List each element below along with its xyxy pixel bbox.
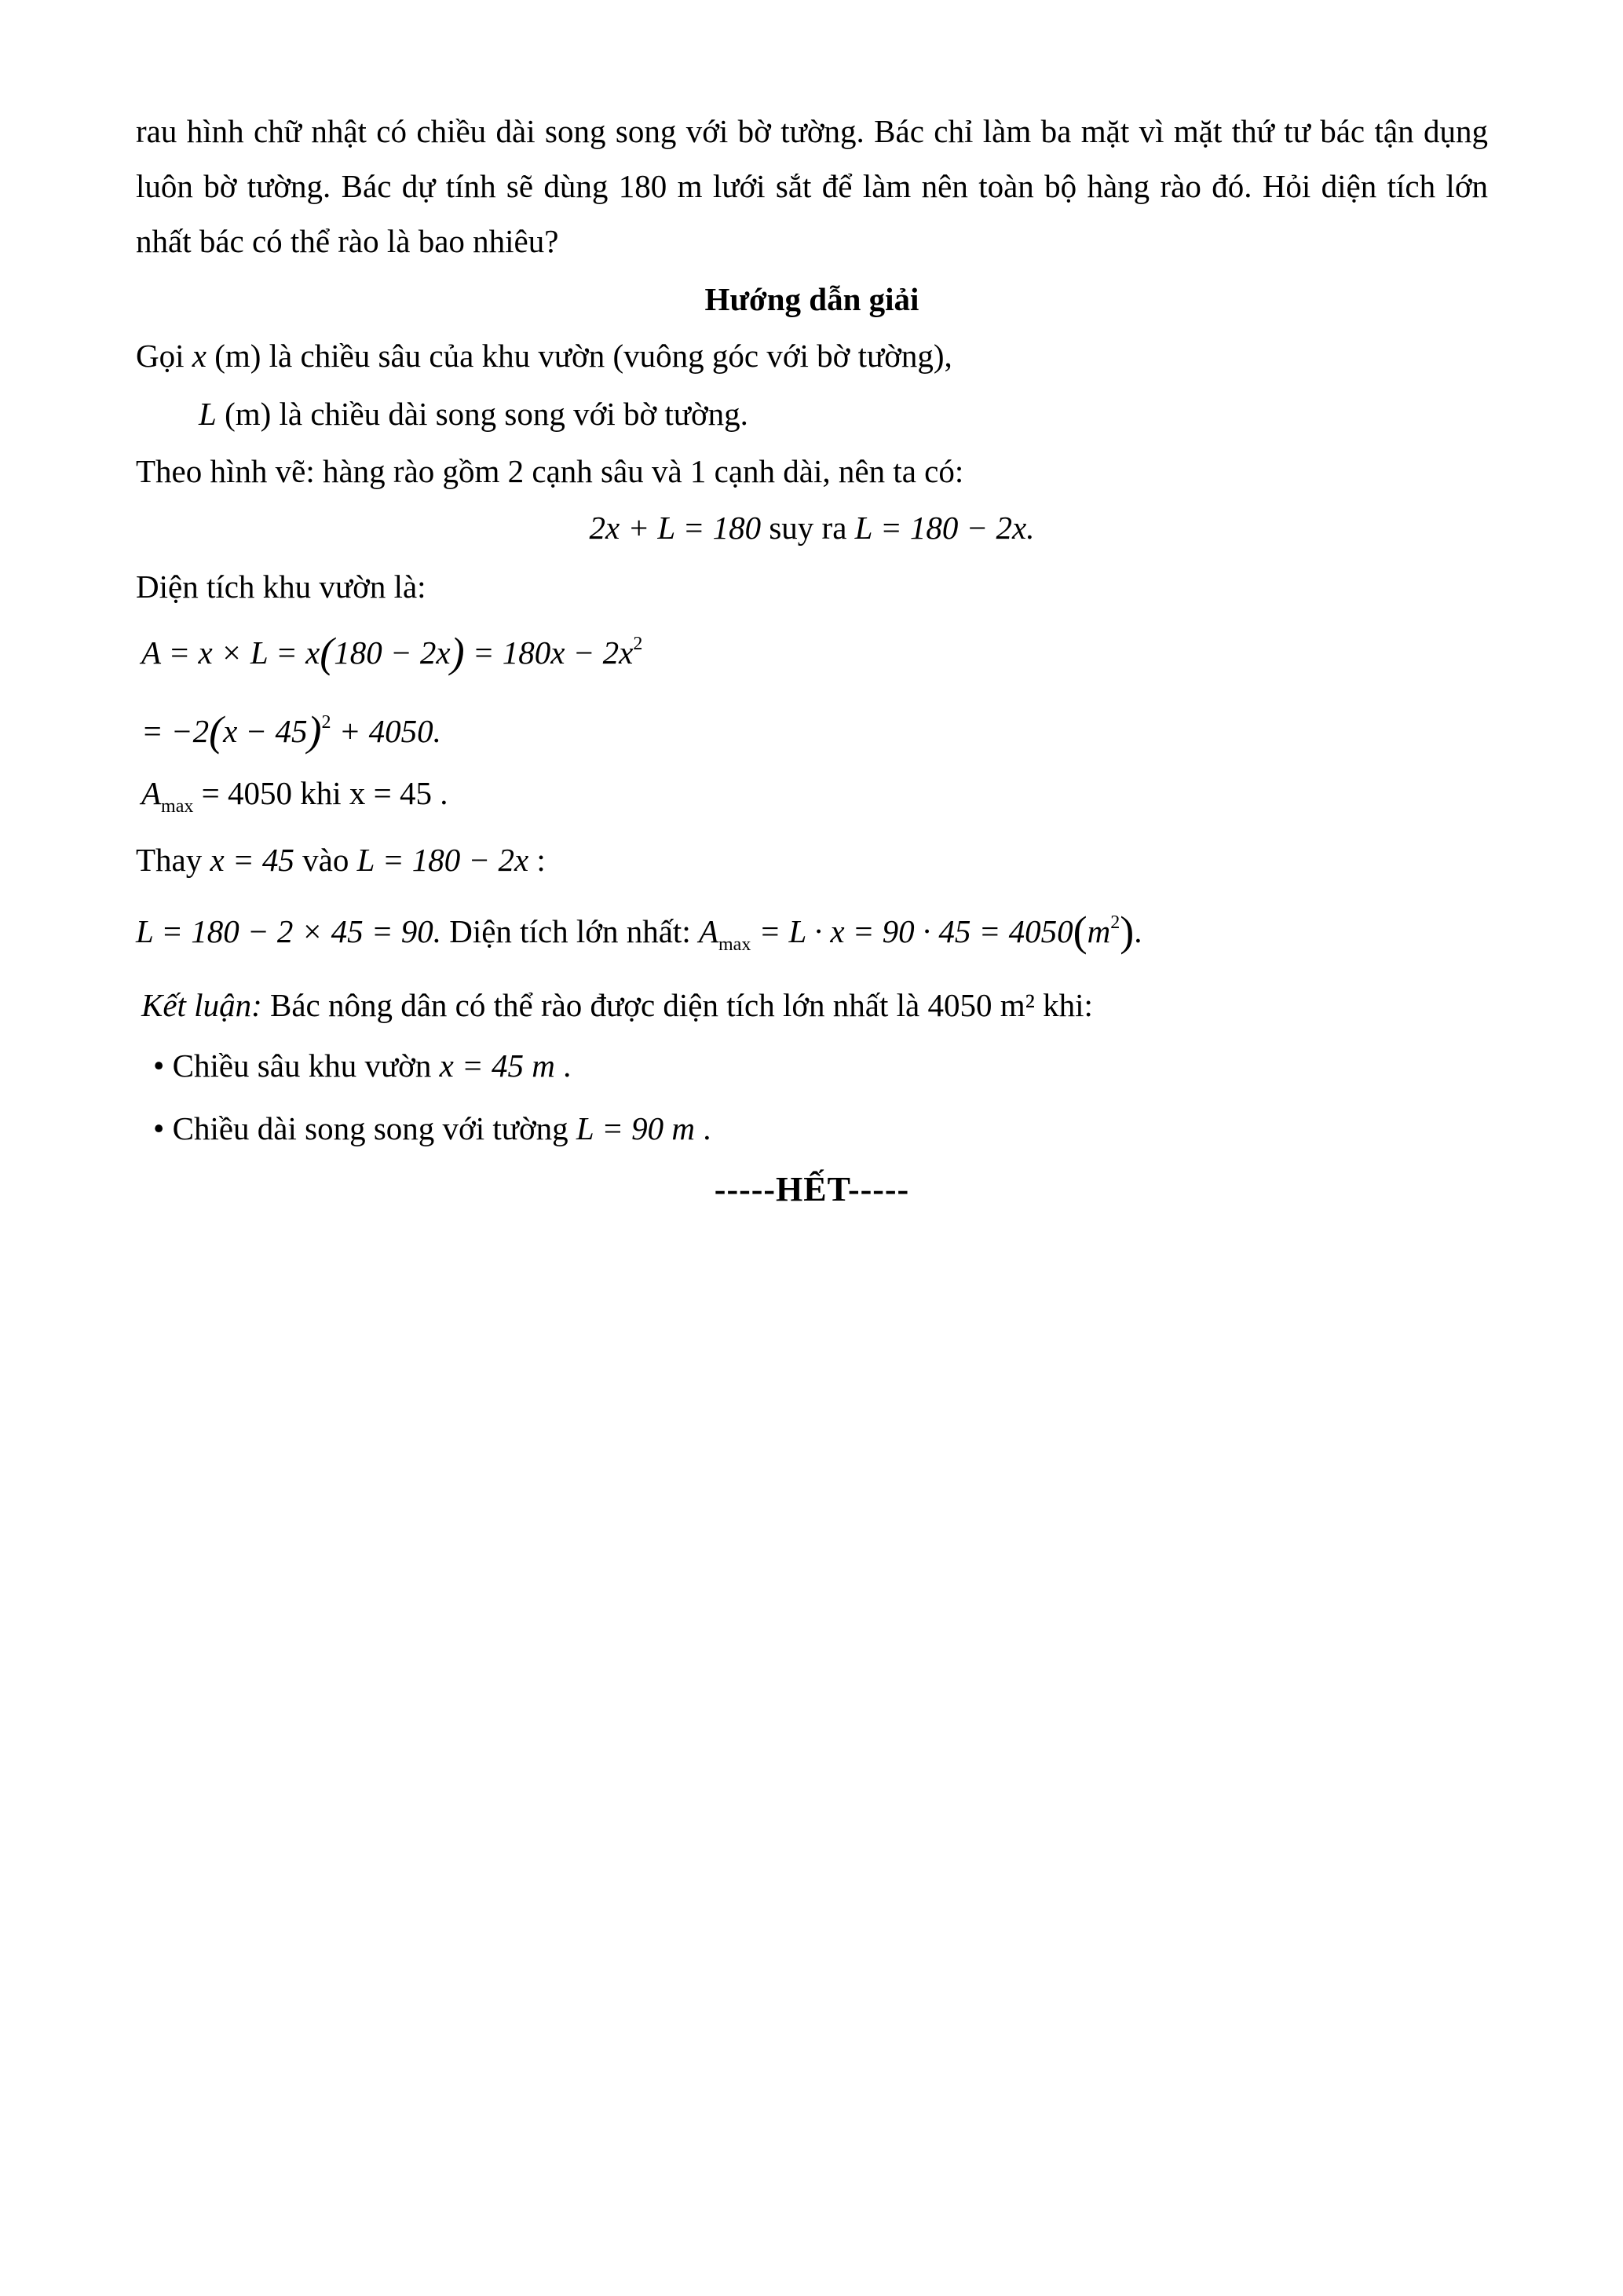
problem-line-2: luôn bờ tường. Bác dự tính sẽ dùng 180 m lưới sắt để làm nên toàn bộ hàng rào đó. Hỏi diện tích lớn — [136, 168, 1488, 204]
result-equation: L = 180 − 2 × 45 = 90. Diện tích lớn nhất: $A_{max} = L \cdot x = 90 \cdot 45 = 4050(m^2)$. — [136, 908, 1142, 955]
area-equation-2: = $-2(x - 45)^2 + 4050$. — [141, 707, 441, 755]
bullet-depth: • Chiều sâu khu vườn x = 45 m . — [153, 1047, 572, 1084]
problem-line-3: nhất bác có thể rào là bao nhiêu? — [136, 223, 559, 259]
solution-heading: Hướng dẫn giải — [704, 281, 919, 317]
definition-L: L (m) là chiều dài song song với bờ tường. — [199, 396, 748, 432]
end-mark: -----HẾT----- — [714, 1170, 910, 1208]
constraint-equation: 2x + L = 180 suy ra L = 180 − 2x. — [589, 510, 1035, 546]
substitution-statement: Thay x = 45 vào L = 180 − 2x : — [136, 842, 546, 878]
problem-line-1: rau hình chữ nhật có chiều dài song song với bờ tường. Bác chỉ làm ba mặt vì mặt thứ tư bác tận dụng — [136, 113, 1488, 149]
math-var-x: x — [192, 338, 207, 374]
area-statement: Diện tích khu vườn là: — [136, 569, 426, 605]
amax-statement: $A_{max} = 4050$ khi x = 45 . — [141, 775, 448, 817]
definition-x: Gọi x (m) là chiều sâu của khu vườn (vuông góc với bờ tường), — [136, 338, 952, 374]
conclusion: Kết luận: Bác nông dân có thể rào được diện tích lớn nhất là 4050 m² khi: — [141, 987, 1093, 1023]
bullet-length: • Chiều dài song song với tường L = 90 m . — [153, 1110, 711, 1146]
math-var-L: L — [199, 396, 217, 432]
conclusion-label: Kết luận: — [141, 987, 262, 1023]
fence-statement: Theo hình vẽ: hàng rào gồm 2 cạnh sâu và 1 cạnh dài, nên ta có: — [136, 453, 964, 489]
area-equation-1: $A = x \times L = x(180 - 2x) = 180x - 2x^2$ — [141, 629, 643, 676]
